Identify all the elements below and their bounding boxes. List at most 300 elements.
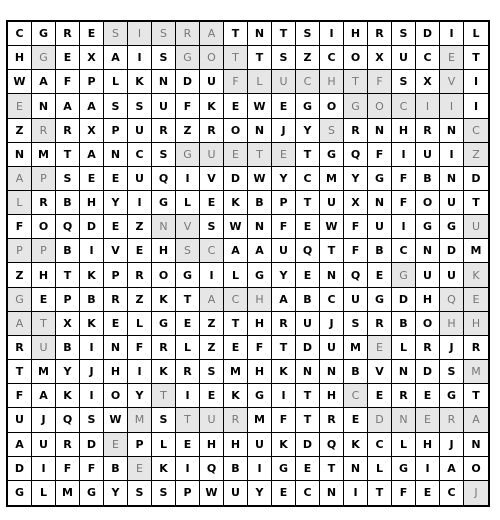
letter-cell[interactable]: K: [80, 263, 104, 287]
letter-cell[interactable]: G: [368, 167, 392, 191]
letter-cell[interactable]: H: [248, 360, 272, 384]
letter-cell[interactable]: E: [464, 288, 488, 312]
letter-cell[interactable]: P: [272, 191, 296, 215]
letter-cell[interactable]: S: [80, 408, 104, 432]
letter-cell[interactable]: T: [152, 384, 176, 408]
letter-cell[interactable]: H: [200, 433, 224, 457]
letter-cell[interactable]: T: [176, 288, 200, 312]
letter-cell[interactable]: U: [296, 312, 320, 336]
letter-cell[interactable]: Q: [152, 167, 176, 191]
letter-cell[interactable]: J: [80, 360, 104, 384]
letter-cell[interactable]: R: [128, 263, 152, 287]
letter-cell[interactable]: Z: [128, 288, 152, 312]
letter-cell[interactable]: L: [464, 22, 488, 46]
letter-cell[interactable]: G: [248, 384, 272, 408]
letter-cell[interactable]: I: [464, 70, 488, 94]
letter-cell[interactable]: R: [440, 408, 464, 432]
letter-cell[interactable]: K: [224, 191, 248, 215]
letter-cell[interactable]: W: [104, 408, 128, 432]
letter-cell[interactable]: K: [152, 288, 176, 312]
letter-cell[interactable]: U: [464, 215, 488, 239]
letter-cell[interactable]: K: [56, 384, 80, 408]
letter-cell[interactable]: U: [344, 288, 368, 312]
letter-cell[interactable]: T: [8, 360, 32, 384]
letter-cell[interactable]: K: [344, 433, 368, 457]
letter-cell[interactable]: U: [416, 263, 440, 287]
letter-cell[interactable]: T: [464, 46, 488, 70]
letter-cell[interactable]: C: [296, 70, 320, 94]
letter-cell[interactable]: N: [152, 215, 176, 239]
letter-cell[interactable]: U: [200, 70, 224, 94]
letter-cell[interactable]: X: [368, 46, 392, 70]
letter-cell[interactable]: G: [152, 312, 176, 336]
letter-cell[interactable]: I: [176, 167, 200, 191]
letter-cell[interactable]: Y: [128, 384, 152, 408]
letter-cell[interactable]: U: [440, 263, 464, 287]
letter-cell[interactable]: C: [224, 288, 248, 312]
letter-cell[interactable]: G: [8, 481, 32, 505]
letter-cell[interactable]: H: [464, 312, 488, 336]
letter-cell[interactable]: R: [368, 22, 392, 46]
letter-cell[interactable]: V: [200, 167, 224, 191]
letter-cell[interactable]: N: [464, 433, 488, 457]
letter-cell[interactable]: H: [248, 312, 272, 336]
letter-cell[interactable]: T: [176, 408, 200, 432]
letter-cell[interactable]: A: [200, 22, 224, 46]
letter-cell[interactable]: E: [128, 457, 152, 481]
letter-cell[interactable]: Q: [344, 263, 368, 287]
letter-cell[interactable]: A: [248, 239, 272, 263]
letter-cell[interactable]: L: [224, 263, 248, 287]
letter-cell[interactable]: Z: [8, 119, 32, 143]
letter-cell[interactable]: D: [224, 167, 248, 191]
letter-cell[interactable]: E: [272, 94, 296, 118]
letter-cell[interactable]: F: [8, 384, 32, 408]
letter-cell[interactable]: F: [176, 94, 200, 118]
letter-cell[interactable]: S: [200, 215, 224, 239]
letter-cell[interactable]: U: [272, 70, 296, 94]
letter-cell[interactable]: G: [440, 215, 464, 239]
letter-cell[interactable]: I: [416, 94, 440, 118]
letter-cell[interactable]: O: [200, 46, 224, 70]
letter-cell[interactable]: M: [32, 143, 56, 167]
letter-cell[interactable]: Q: [56, 408, 80, 432]
letter-cell[interactable]: F: [8, 215, 32, 239]
letter-cell[interactable]: H: [440, 312, 464, 336]
letter-cell[interactable]: O: [344, 46, 368, 70]
letter-cell[interactable]: M: [128, 408, 152, 432]
letter-cell[interactable]: N: [248, 119, 272, 143]
letter-cell[interactable]: N: [392, 360, 416, 384]
letter-cell[interactable]: R: [200, 119, 224, 143]
letter-cell[interactable]: F: [272, 215, 296, 239]
letter-cell[interactable]: E: [296, 457, 320, 481]
letter-cell[interactable]: F: [248, 336, 272, 360]
letter-cell[interactable]: E: [368, 263, 392, 287]
letter-cell[interactable]: R: [152, 119, 176, 143]
letter-cell[interactable]: U: [320, 191, 344, 215]
letter-cell[interactable]: N: [320, 360, 344, 384]
letter-cell[interactable]: K: [152, 457, 176, 481]
letter-cell[interactable]: A: [224, 239, 248, 263]
letter-cell[interactable]: A: [464, 408, 488, 432]
letter-cell[interactable]: E: [104, 215, 128, 239]
letter-cell[interactable]: Q: [344, 143, 368, 167]
letter-cell[interactable]: Z: [128, 215, 152, 239]
letter-cell[interactable]: D: [296, 433, 320, 457]
letter-cell[interactable]: C: [440, 481, 464, 505]
letter-cell[interactable]: S: [104, 94, 128, 118]
letter-cell[interactable]: E: [272, 481, 296, 505]
letter-cell[interactable]: R: [272, 312, 296, 336]
letter-cell[interactable]: X: [56, 312, 80, 336]
letter-cell[interactable]: W: [224, 215, 248, 239]
letter-cell[interactable]: I: [272, 384, 296, 408]
letter-cell[interactable]: S: [200, 360, 224, 384]
letter-cell[interactable]: P: [32, 239, 56, 263]
letter-cell[interactable]: I: [128, 191, 152, 215]
letter-cell[interactable]: I: [392, 143, 416, 167]
letter-cell[interactable]: G: [176, 263, 200, 287]
letter-cell[interactable]: O: [320, 94, 344, 118]
letter-cell[interactable]: J: [272, 119, 296, 143]
letter-cell[interactable]: G: [272, 457, 296, 481]
letter-cell[interactable]: L: [368, 457, 392, 481]
letter-cell[interactable]: S: [128, 481, 152, 505]
letter-cell[interactable]: Y: [272, 263, 296, 287]
letter-cell[interactable]: G: [296, 94, 320, 118]
letter-cell[interactable]: Y: [56, 360, 80, 384]
letter-cell[interactable]: Z: [200, 312, 224, 336]
letter-cell[interactable]: T: [56, 263, 80, 287]
letter-cell[interactable]: T: [224, 46, 248, 70]
letter-cell[interactable]: C: [128, 143, 152, 167]
letter-cell[interactable]: N: [392, 408, 416, 432]
letter-cell[interactable]: L: [104, 70, 128, 94]
letter-cell[interactable]: Y: [344, 167, 368, 191]
letter-cell[interactable]: O: [224, 119, 248, 143]
letter-cell[interactable]: P: [104, 119, 128, 143]
letter-cell[interactable]: H: [32, 263, 56, 287]
letter-cell[interactable]: T: [296, 191, 320, 215]
letter-cell[interactable]: K: [464, 263, 488, 287]
letter-cell[interactable]: N: [104, 143, 128, 167]
letter-cell[interactable]: E: [224, 143, 248, 167]
letter-cell[interactable]: F: [80, 457, 104, 481]
letter-cell[interactable]: N: [440, 119, 464, 143]
letter-cell[interactable]: T: [224, 312, 248, 336]
letter-cell[interactable]: L: [392, 433, 416, 457]
letter-cell[interactable]: F: [224, 70, 248, 94]
letter-cell[interactable]: C: [416, 46, 440, 70]
letter-cell[interactable]: E: [104, 433, 128, 457]
letter-cell[interactable]: U: [8, 408, 32, 432]
letter-cell[interactable]: J: [440, 336, 464, 360]
letter-cell[interactable]: R: [56, 119, 80, 143]
letter-cell[interactable]: N: [296, 360, 320, 384]
letter-cell[interactable]: C: [200, 239, 224, 263]
letter-cell[interactable]: L: [8, 191, 32, 215]
letter-cell[interactable]: E: [368, 336, 392, 360]
letter-cell[interactable]: D: [416, 22, 440, 46]
letter-cell[interactable]: I: [248, 457, 272, 481]
letter-cell[interactable]: G: [32, 22, 56, 46]
letter-cell[interactable]: D: [416, 360, 440, 384]
letter-cell[interactable]: T: [464, 191, 488, 215]
letter-cell[interactable]: Z: [200, 336, 224, 360]
letter-cell[interactable]: Q: [320, 433, 344, 457]
letter-cell[interactable]: E: [368, 384, 392, 408]
letter-cell[interactable]: U: [200, 408, 224, 432]
letter-cell[interactable]: J: [32, 408, 56, 432]
letter-cell[interactable]: C: [296, 481, 320, 505]
letter-cell[interactable]: T: [296, 384, 320, 408]
letter-cell[interactable]: D: [392, 288, 416, 312]
letter-cell[interactable]: V: [368, 360, 392, 384]
letter-cell[interactable]: B: [344, 360, 368, 384]
letter-cell[interactable]: T: [272, 336, 296, 360]
letter-cell[interactable]: M: [320, 167, 344, 191]
letter-cell[interactable]: S: [392, 22, 416, 46]
letter-cell[interactable]: B: [224, 457, 248, 481]
letter-cell[interactable]: C: [392, 239, 416, 263]
letter-cell[interactable]: A: [32, 384, 56, 408]
letter-cell[interactable]: E: [296, 263, 320, 287]
letter-cell[interactable]: F: [392, 167, 416, 191]
letter-cell[interactable]: F: [392, 191, 416, 215]
letter-cell[interactable]: H: [416, 433, 440, 457]
letter-cell[interactable]: S: [320, 119, 344, 143]
letter-cell[interactable]: C: [464, 119, 488, 143]
letter-cell[interactable]: Q: [200, 457, 224, 481]
letter-cell[interactable]: K: [80, 312, 104, 336]
letter-cell[interactable]: N: [344, 457, 368, 481]
letter-cell[interactable]: F: [56, 70, 80, 94]
letter-cell[interactable]: C: [320, 288, 344, 312]
letter-cell[interactable]: E: [224, 336, 248, 360]
letter-cell[interactable]: N: [368, 119, 392, 143]
letter-cell[interactable]: Z: [176, 119, 200, 143]
letter-cell[interactable]: L: [128, 312, 152, 336]
letter-cell[interactable]: D: [296, 336, 320, 360]
letter-cell[interactable]: O: [416, 312, 440, 336]
letter-cell[interactable]: R: [56, 22, 80, 46]
letter-cell[interactable]: U: [224, 481, 248, 505]
letter-cell[interactable]: T: [296, 408, 320, 432]
letter-cell[interactable]: H: [320, 384, 344, 408]
letter-cell[interactable]: I: [344, 481, 368, 505]
letter-cell[interactable]: N: [8, 143, 32, 167]
letter-cell[interactable]: G: [392, 457, 416, 481]
letter-cell[interactable]: B: [416, 167, 440, 191]
letter-cell[interactable]: N: [320, 481, 344, 505]
letter-cell[interactable]: I: [464, 94, 488, 118]
letter-cell[interactable]: H: [248, 288, 272, 312]
letter-cell[interactable]: R: [416, 336, 440, 360]
letter-cell[interactable]: E: [104, 167, 128, 191]
letter-cell[interactable]: I: [80, 239, 104, 263]
letter-cell[interactable]: U: [368, 215, 392, 239]
letter-cell[interactable]: P: [56, 288, 80, 312]
letter-cell[interactable]: H: [344, 22, 368, 46]
letter-cell[interactable]: S: [176, 239, 200, 263]
letter-cell[interactable]: Q: [56, 215, 80, 239]
letter-cell[interactable]: B: [248, 191, 272, 215]
letter-cell[interactable]: S: [344, 312, 368, 336]
letter-cell[interactable]: T: [368, 481, 392, 505]
letter-cell[interactable]: B: [56, 336, 80, 360]
letter-cell[interactable]: Q: [440, 288, 464, 312]
letter-cell[interactable]: R: [344, 119, 368, 143]
letter-cell[interactable]: Y: [296, 119, 320, 143]
letter-cell[interactable]: I: [176, 384, 200, 408]
letter-cell[interactable]: Y: [272, 167, 296, 191]
letter-cell[interactable]: H: [392, 119, 416, 143]
letter-cell[interactable]: N: [248, 22, 272, 46]
letter-cell[interactable]: G: [440, 384, 464, 408]
letter-cell[interactable]: F: [344, 215, 368, 239]
letter-cell[interactable]: T: [32, 312, 56, 336]
letter-cell[interactable]: E: [32, 288, 56, 312]
letter-cell[interactable]: G: [320, 143, 344, 167]
letter-cell[interactable]: Z: [8, 263, 32, 287]
letter-cell[interactable]: F: [344, 239, 368, 263]
letter-cell[interactable]: I: [128, 360, 152, 384]
letter-cell[interactable]: G: [176, 46, 200, 70]
letter-cell[interactable]: I: [416, 457, 440, 481]
letter-cell[interactable]: F: [368, 143, 392, 167]
letter-cell[interactable]: S: [392, 70, 416, 94]
letter-cell[interactable]: P: [32, 167, 56, 191]
letter-cell[interactable]: J: [320, 312, 344, 336]
letter-cell[interactable]: B: [80, 288, 104, 312]
letter-cell[interactable]: S: [152, 46, 176, 70]
letter-cell[interactable]: R: [152, 336, 176, 360]
letter-cell[interactable]: D: [176, 70, 200, 94]
letter-cell[interactable]: R: [176, 360, 200, 384]
letter-cell[interactable]: U: [152, 94, 176, 118]
letter-cell[interactable]: A: [8, 167, 32, 191]
letter-cell[interactable]: Y: [248, 481, 272, 505]
letter-cell[interactable]: U: [32, 336, 56, 360]
letter-cell[interactable]: A: [80, 94, 104, 118]
letter-cell[interactable]: F: [392, 481, 416, 505]
letter-cell[interactable]: D: [80, 215, 104, 239]
letter-cell[interactable]: K: [224, 384, 248, 408]
letter-cell[interactable]: C: [296, 167, 320, 191]
letter-cell[interactable]: B: [56, 239, 80, 263]
letter-cell[interactable]: R: [464, 336, 488, 360]
letter-cell[interactable]: N: [152, 70, 176, 94]
letter-cell[interactable]: I: [128, 22, 152, 46]
letter-cell[interactable]: D: [8, 457, 32, 481]
letter-cell[interactable]: R: [176, 22, 200, 46]
letter-cell[interactable]: N: [440, 167, 464, 191]
letter-cell[interactable]: I: [80, 384, 104, 408]
letter-cell[interactable]: I: [32, 457, 56, 481]
letter-cell[interactable]: T: [296, 143, 320, 167]
letter-cell[interactable]: C: [392, 94, 416, 118]
letter-cell[interactable]: N: [416, 239, 440, 263]
letter-cell[interactable]: R: [56, 433, 80, 457]
letter-cell[interactable]: A: [272, 288, 296, 312]
letter-cell[interactable]: S: [56, 167, 80, 191]
letter-cell[interactable]: X: [80, 119, 104, 143]
letter-cell[interactable]: T: [56, 143, 80, 167]
letter-cell[interactable]: L: [32, 481, 56, 505]
letter-cell[interactable]: B: [368, 239, 392, 263]
letter-cell[interactable]: G: [392, 263, 416, 287]
letter-cell[interactable]: P: [104, 263, 128, 287]
letter-cell[interactable]: J: [440, 433, 464, 457]
letter-cell[interactable]: P: [8, 239, 32, 263]
letter-cell[interactable]: Y: [104, 481, 128, 505]
letter-cell[interactable]: G: [152, 191, 176, 215]
letter-cell[interactable]: M: [464, 360, 488, 384]
letter-cell[interactable]: G: [344, 94, 368, 118]
letter-cell[interactable]: W: [200, 481, 224, 505]
letter-cell[interactable]: S: [296, 22, 320, 46]
letter-cell[interactable]: E: [416, 384, 440, 408]
letter-cell[interactable]: R: [224, 408, 248, 432]
letter-cell[interactable]: L: [392, 336, 416, 360]
letter-cell[interactable]: U: [416, 143, 440, 167]
letter-cell[interactable]: H: [80, 191, 104, 215]
letter-cell[interactable]: C: [368, 433, 392, 457]
letter-cell[interactable]: P: [80, 70, 104, 94]
letter-cell[interactable]: O: [416, 191, 440, 215]
letter-cell[interactable]: U: [248, 433, 272, 457]
letter-cell[interactable]: U: [200, 143, 224, 167]
letter-cell[interactable]: S: [128, 94, 152, 118]
letter-cell[interactable]: F: [272, 408, 296, 432]
letter-cell[interactable]: E: [56, 46, 80, 70]
letter-cell[interactable]: K: [128, 70, 152, 94]
letter-cell[interactable]: W: [320, 215, 344, 239]
letter-cell[interactable]: U: [128, 167, 152, 191]
letter-cell[interactable]: A: [200, 288, 224, 312]
letter-cell[interactable]: H: [8, 46, 32, 70]
letter-cell[interactable]: K: [272, 433, 296, 457]
letter-cell[interactable]: N: [320, 263, 344, 287]
letter-cell[interactable]: E: [344, 408, 368, 432]
letter-cell[interactable]: D: [368, 408, 392, 432]
letter-cell[interactable]: X: [416, 70, 440, 94]
letter-cell[interactable]: S: [152, 143, 176, 167]
letter-cell[interactable]: S: [440, 360, 464, 384]
letter-cell[interactable]: U: [128, 119, 152, 143]
letter-cell[interactable]: L: [248, 70, 272, 94]
letter-cell[interactable]: M: [248, 408, 272, 432]
letter-cell[interactable]: U: [392, 46, 416, 70]
letter-cell[interactable]: M: [32, 360, 56, 384]
letter-cell[interactable]: E: [8, 94, 32, 118]
letter-cell[interactable]: L: [176, 336, 200, 360]
letter-cell[interactable]: A: [80, 143, 104, 167]
letter-cell[interactable]: L: [152, 433, 176, 457]
letter-cell[interactable]: Z: [464, 143, 488, 167]
letter-cell[interactable]: D: [440, 239, 464, 263]
letter-cell[interactable]: R: [368, 312, 392, 336]
letter-cell[interactable]: I: [320, 22, 344, 46]
letter-cell[interactable]: E: [176, 312, 200, 336]
letter-cell[interactable]: P: [128, 433, 152, 457]
letter-cell[interactable]: C: [344, 384, 368, 408]
letter-cell[interactable]: I: [440, 143, 464, 167]
letter-cell[interactable]: E: [104, 312, 128, 336]
letter-cell[interactable]: D: [80, 433, 104, 457]
letter-cell[interactable]: W: [8, 70, 32, 94]
